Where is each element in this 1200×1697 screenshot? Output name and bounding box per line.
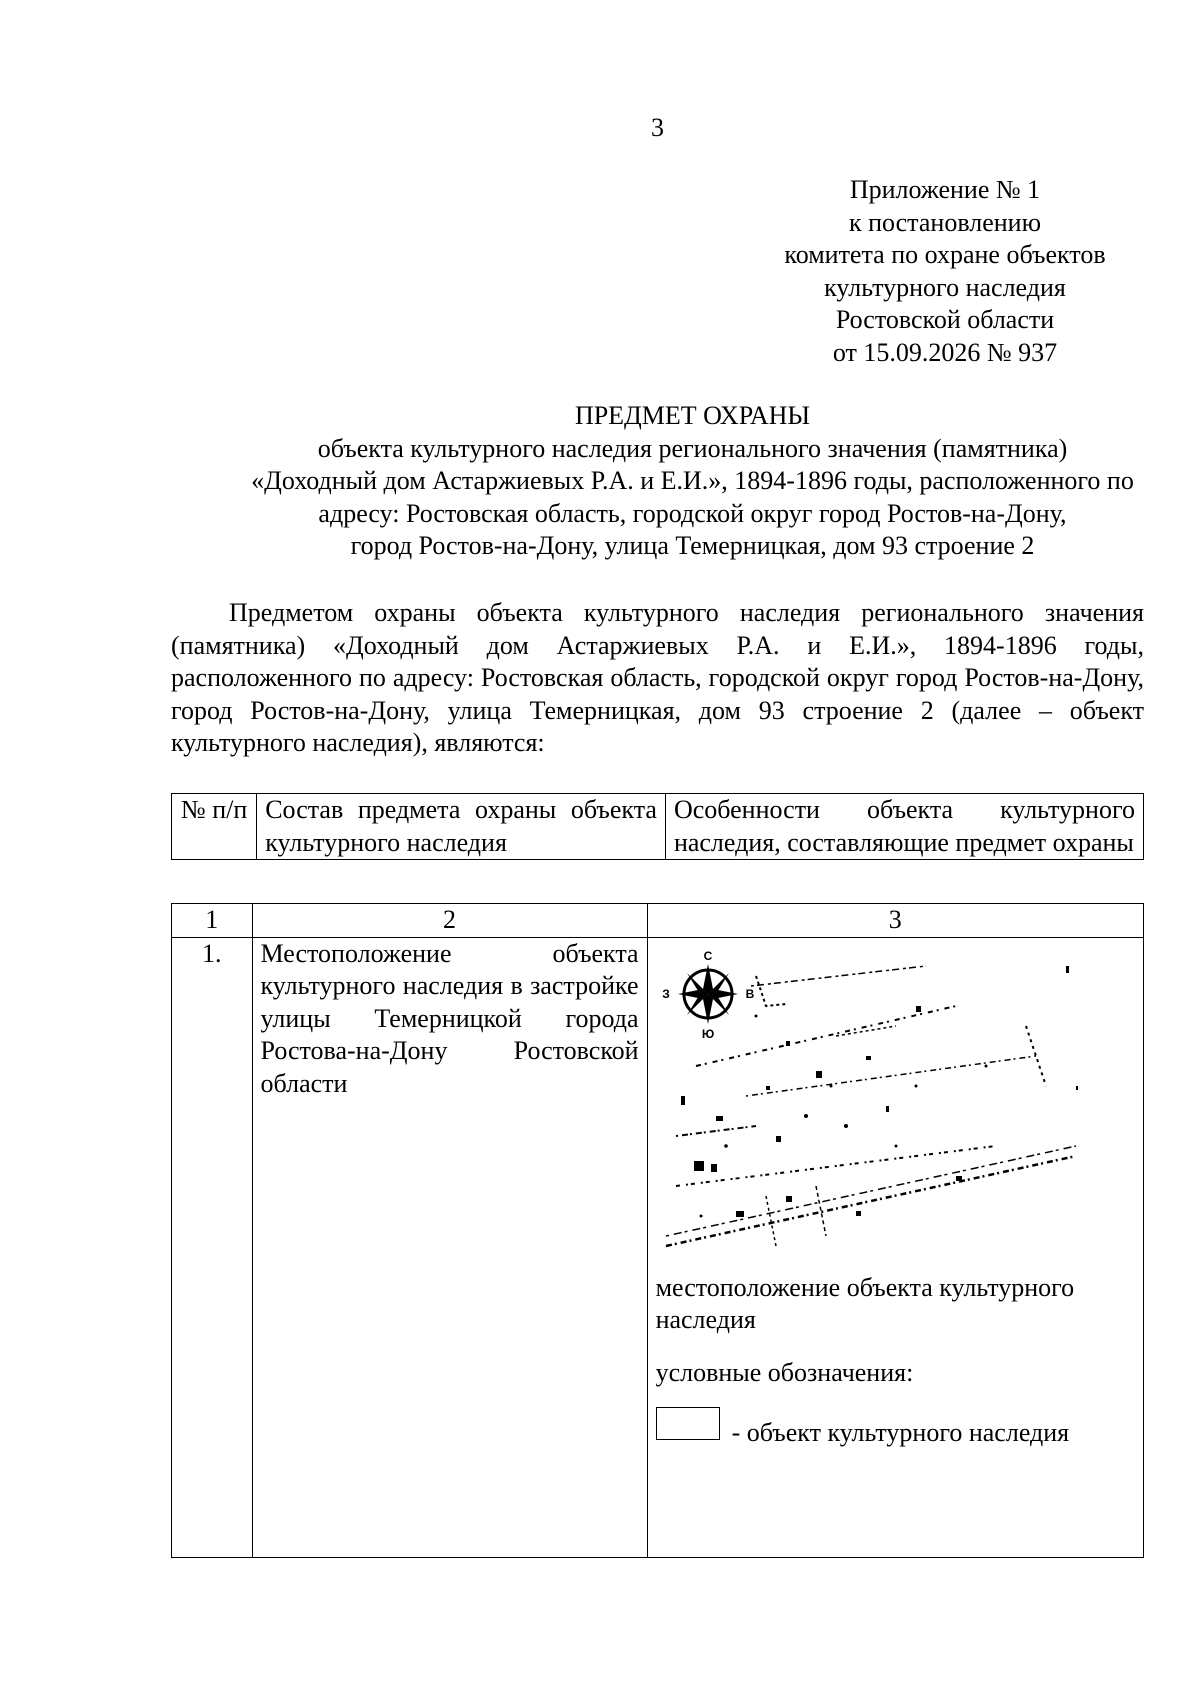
appendix-line: Ростовской области bbox=[835, 305, 1055, 334]
legend-item bbox=[656, 1417, 1135, 1450]
table-header bbox=[171, 793, 1144, 860]
compass-west: З bbox=[661, 986, 670, 1001]
header-num: № п/п bbox=[172, 794, 257, 860]
legend-title: условные обозначения: bbox=[655, 1357, 914, 1387]
row-number: 1. bbox=[172, 937, 253, 1557]
table-body bbox=[171, 903, 1144, 1558]
appendix-line: от 15.09.2026 № 937 bbox=[832, 337, 1058, 367]
compass-east: В bbox=[745, 986, 754, 1001]
appendix-line: Приложение № 1 bbox=[849, 175, 1041, 204]
intro-paragraph: Предметом охраны объекта культурного наследия регионального значения (памятника) «Доходный дом Астаржиевых Р.А. и Е.И.», 1894-1896 годы, расположенного по адресу: Ростовская область, городской округ город Ростов-на-Дону, город Ростов-на-Дону, улица Темерницкая, дом 93 строение 2 (далее – объект культурного наследия), являются: bbox=[171, 598, 1144, 757]
map-caption: местоположение объекта культурного наследия bbox=[655, 1272, 1075, 1334]
legend-box-icon bbox=[656, 1407, 720, 1440]
row-composition: Местоположение объекта культурного наследия в застройке улицы Темерницкой города Ростова-на-Дону Ростовской области bbox=[252, 937, 647, 1557]
appendix-line: культурного наследия bbox=[824, 272, 1066, 302]
column-number: 3 bbox=[647, 904, 1143, 938]
column-number: 1 bbox=[172, 904, 253, 938]
location-map bbox=[656, 946, 1096, 1256]
compass-rose-icon bbox=[662, 949, 754, 1041]
title-heading: ПРЕДМЕТ ОХРАНЫ bbox=[574, 401, 811, 430]
appendix-line: к постановлению bbox=[848, 207, 1042, 237]
appendix-line: комитета по охране объектов bbox=[784, 240, 1106, 269]
column-number: 2 bbox=[252, 904, 647, 938]
title-line: город Ростов-на-Дону, улица Темерницкая, дом 93 строение 2 bbox=[350, 531, 1035, 560]
row-features bbox=[647, 937, 1143, 1557]
compass-north: С bbox=[703, 948, 712, 963]
table-row bbox=[172, 937, 1144, 1557]
title-line: «Доходный дом Астаржиевых Р.А. и Е.И.», 1894-1896 годы, расположенного по bbox=[251, 466, 1134, 495]
compass-south: Ю bbox=[701, 1026, 714, 1041]
document-title bbox=[160, 400, 1200, 563]
header-composition: Состав предмета охраны объекта культурного наследия bbox=[257, 794, 666, 860]
column-number-row bbox=[172, 904, 1144, 938]
page-number: 3 bbox=[651, 113, 664, 142]
title-line: объекта культурного наследия регионального значения (памятника) bbox=[317, 433, 1068, 463]
legend-label: - объект культурного наследия bbox=[731, 1418, 1070, 1447]
header-features: Особенности объекта культурного наследия, составляющие предмет охраны bbox=[665, 794, 1143, 860]
appendix-block bbox=[740, 174, 1150, 369]
title-line: адресу: Ростовская область, городской округ город Ростов-на-Дону, bbox=[318, 498, 1067, 528]
header-row bbox=[172, 794, 1144, 860]
